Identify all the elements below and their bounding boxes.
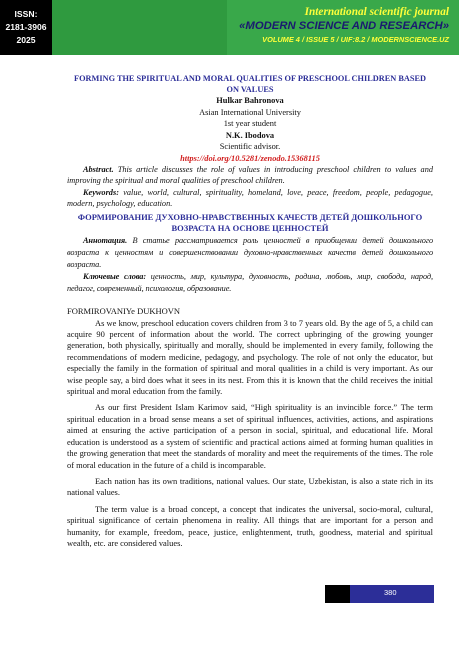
issn-number: 2181-3906 [5, 22, 47, 32]
section-heading: FORMIROVANIYe DUKHOVN [67, 306, 181, 317]
volume-line: VOLUME 4 / ISSUE 5 / UIF:8.2 / MODERNSCIENCE.UZ [262, 35, 449, 44]
ru-annotation-text: В статье рассматривается роль ценностей в приобщении детей дошкольного возраста к ценностям и совершенствовании духовно-нравственных качеств детей дошкольного возраста. [67, 236, 433, 270]
abstract-label: Abstract. [83, 165, 114, 174]
advisor-name: N.K. Ibodova [225, 130, 275, 140]
body-paragraph: As we know, preschool education covers children from 3 to 7 years old. By the age of 5, a child can acquire 90 percent of information about the world. The correct upbringing of the growing younger generation, both physically, spiritually and morally, should be implemented in every family, following the recommendations of modern medicine, pedagogy, and psychology. The role of not only the educator, but especially the family in the formation of spiritual and moral qualities in a child is very important. As our wise people say, a bird does what it sees in its nest. From this it is known that the child receives the initial spiritual and moral education from the family. [67, 317, 433, 397]
doi-link[interactable]: https://doi.org/10.5281/zenodo.15368115 [180, 153, 320, 163]
ru-article-title: ФОРМИРОВАНИЕ ДУХОВНО-НРАВСТВЕННЫХ КАЧЕСТВ ДЕТЕЙ ДОШКОЛЬНОГО ВОЗРАСТА НА ОСНОВЕ ЦЕННОСТЕЙ [77, 211, 423, 234]
author-affiliation: Asian International University [199, 107, 301, 117]
ru-keywords-text: ценность, мир, культура, духовность, родина, любовь, мир, свобода, народ, педагог, современный, психология, образование. [67, 272, 433, 294]
keywords [67, 187, 433, 210]
ru-annotation [67, 235, 433, 271]
header-banner [52, 0, 459, 55]
ru-keywords [67, 271, 433, 295]
journal-name: «MODERN SCIENCE AND RESEARCH» [239, 20, 449, 32]
issn-year: 2025 [16, 35, 36, 45]
ru-keywords-label: Ключевые слова: [83, 272, 147, 282]
abstract [67, 164, 433, 187]
body-paragraph: The term value is a broad concept, a concept that indicates the universal, socio-moral, cultural, spiritual significance of certain phenomena in reality. All things that are important for a person and humanity, for example, freedom, peace, justice, enlightenment, truth, goodness, material and spiritual wealth, etc. are considered values. [67, 503, 433, 548]
footer-black-block [325, 585, 350, 603]
article-body [67, 73, 433, 554]
author-position: 1st year student [223, 119, 277, 128]
article-title: FORMING THE SPIRITUAL AND MORAL QUALITIES OF PRESCHOOL CHILDREN BASED ON VALUES [74, 74, 426, 94]
body-paragraph: Each nation has its own traditions, national values. Our state, Uzbekistan, is also a state rich in its national values. [67, 475, 433, 498]
journal-type: International scientific journal [304, 6, 449, 18]
ru-annotation-label: Аннотация. [83, 236, 128, 246]
body-paragraph: As our first President Islam Karimov said, “High spirituality is an invincible force.” The term spiritual education in a broad sense means a set of spiritual influences, activities, actions, and aspirations aimed at ensuring the active participation of a person in social, spiritual, and educational life. Moral education is understood as a system of scientific and practical actions aimed at forming human qualities in the growing generation that meet the standards of morality and meet the requirements of the times. The role of moral education in the future of a child is incomparable. [67, 402, 433, 470]
issn-label: ISSN: [14, 9, 38, 19]
page-number: 380 [384, 588, 397, 597]
advisor-role: Scientific advisor. [219, 142, 281, 151]
abstract-text: This article discusses the role of values in introducing preschool children to values and improving the spiritual and moral qualities of preschool children. [67, 165, 433, 186]
journal-title-block [239, 5, 449, 45]
keywords-label: Keywords: [83, 187, 119, 197]
header-banner-shade [52, 0, 227, 55]
author-name: Hulkar Bahronova [216, 96, 284, 105]
issn-box [0, 0, 52, 55]
keywords-text: value, world, cultural, spirituality, homeland, love, peace, freedom, people, pedagogue, modern, psychology, education. [67, 187, 433, 209]
